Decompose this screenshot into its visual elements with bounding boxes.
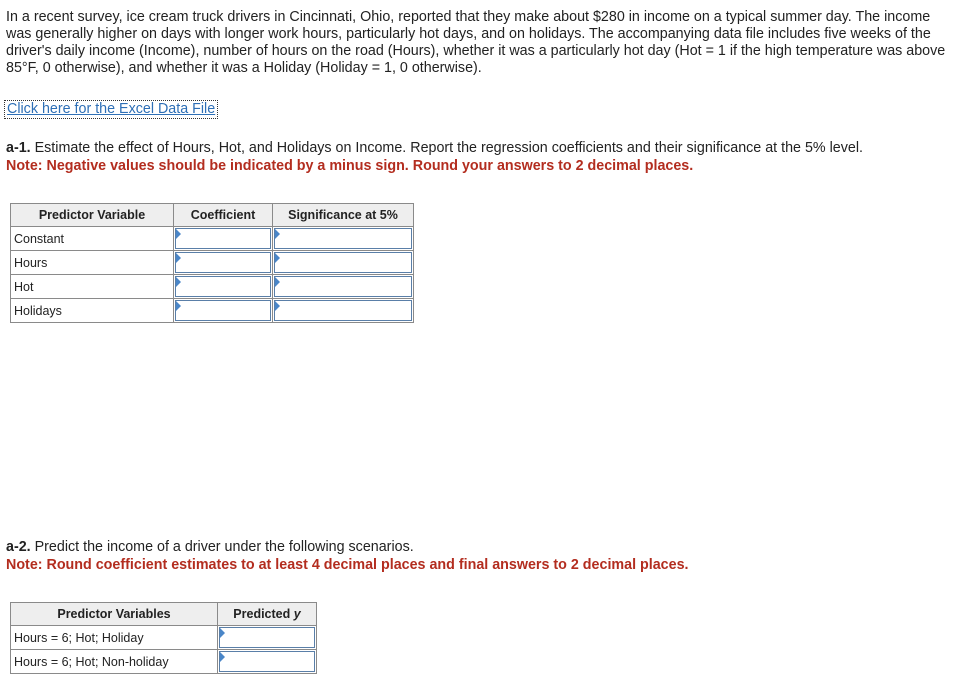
- input-marker-icon: [220, 652, 225, 662]
- input-marker-icon: [176, 301, 181, 311]
- row-label-constant: Constant: [11, 227, 174, 251]
- dropdown-marker-icon: [275, 301, 280, 311]
- question-a2-note: Note: Round coefficient estimates to at least 4 decimal places and final answers to 2 decimal places.: [6, 557, 689, 573]
- row-label-hours: Hours: [11, 251, 174, 275]
- header-significance: Significance at 5%: [273, 204, 414, 227]
- table-row: [11, 251, 414, 275]
- question-a1-label: a-1.: [6, 140, 31, 156]
- regression-table: [10, 203, 414, 323]
- header-predicted-y: Predicted y: [218, 603, 317, 626]
- input-marker-icon: [176, 277, 181, 287]
- prediction-table: [10, 602, 317, 674]
- question-a2-label: a-2.: [6, 539, 31, 555]
- significance-select-constant[interactable]: [273, 227, 414, 251]
- input-marker-icon: [176, 229, 181, 239]
- coefficient-input-holidays[interactable]: [174, 299, 273, 323]
- problem-intro: In a recent survey, ice cream truck drivers in Cincinnati, Ohio, reported that they make about $280 in income on a typical summer day. The income was generally higher on days with longer work hours, particularly hot days, and on holidays. The accompanying data file includes five weeks of the driver's daily income (Income), number of hours on the road (Hours), whether it was a particularly hot day (Hot = 1 if the high temperature was above 85°F, 0 otherwise), and whether it was a Holiday (Holiday = 1, 0 otherwise).: [6, 9, 946, 76]
- question-a1-text: Estimate the effect of Hours, Hot, and Holidays on Income. Report the regression coefficients and their significance at the 5% level.: [34, 140, 863, 156]
- dropdown-marker-icon: [275, 229, 280, 239]
- predicted-input-non-holiday[interactable]: [218, 650, 317, 674]
- table-row: [11, 626, 317, 650]
- header-predictor-variable: Predictor Variable: [11, 204, 174, 227]
- table-row: [11, 299, 414, 323]
- input-marker-icon: [176, 253, 181, 263]
- question-a1: [6, 139, 956, 175]
- row-label-holidays: Holidays: [11, 299, 174, 323]
- predicted-input-holiday[interactable]: [218, 626, 317, 650]
- coefficient-input-hours[interactable]: [174, 251, 273, 275]
- scenario-hot-holiday: Hours = 6; Hot; Holiday: [11, 626, 218, 650]
- significance-select-hours[interactable]: [273, 251, 414, 275]
- significance-select-holidays[interactable]: [273, 299, 414, 323]
- coefficient-input-constant[interactable]: [174, 227, 273, 251]
- table-row: [11, 650, 317, 674]
- dropdown-marker-icon: [275, 253, 280, 263]
- question-a2-text: Predict the income of a driver under the following scenarios.: [34, 539, 414, 555]
- significance-select-hot[interactable]: [273, 275, 414, 299]
- question-a2: [6, 538, 956, 574]
- row-label-hot: Hot: [11, 275, 174, 299]
- dropdown-marker-icon: [275, 277, 280, 287]
- header-coefficient: Coefficient: [174, 204, 273, 227]
- table-row: [11, 275, 414, 299]
- coefficient-input-hot[interactable]: [174, 275, 273, 299]
- excel-data-file-link[interactable]: Click here for the Excel Data File: [4, 100, 218, 119]
- header-predictor-variables: Predictor Variables: [11, 603, 218, 626]
- question-a1-note: Note: Negative values should be indicated by a minus sign. Round your answers to 2 decimal places.: [6, 158, 694, 174]
- table-row: [11, 227, 414, 251]
- scenario-hot-non-holiday: Hours = 6; Hot; Non-holiday: [11, 650, 218, 674]
- input-marker-icon: [220, 628, 225, 638]
